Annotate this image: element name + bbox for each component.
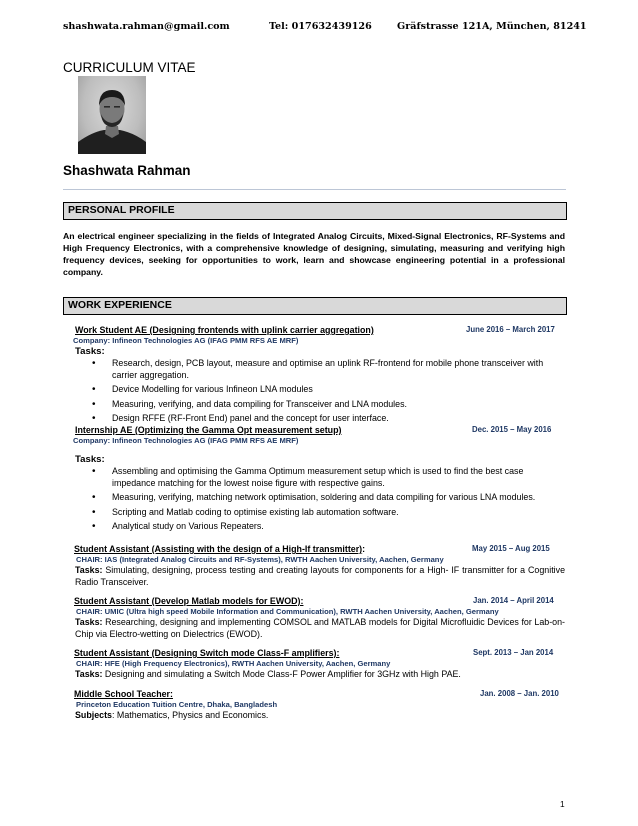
header-divider (63, 189, 566, 190)
job-company: Company: Infineon Technologies AG (IFAG PMM RFS AE MRF) (73, 436, 299, 445)
job-title: Student Assistant (Assisting with the design of a High-If transmitter): (74, 544, 366, 554)
job-date: Jan. 2014 – April 2014 (473, 596, 554, 605)
list-item: • Measuring, verifying, and data compiling for Transceiver and LNA modules. (90, 399, 565, 411)
list-item: • Research, design, PCB layout, measure and optimise an uplink RF-frontend for mobile phone transceiver with carrier aggregation. (90, 358, 565, 381)
job-company: CHAIR: HFE (High Frequency Electronics), RWTH Aachen University, Aachen, Germany (76, 659, 391, 668)
section-personal-profile (63, 202, 567, 220)
tasks-label: Tasks: (75, 454, 105, 465)
candidate-name: Shashwata Rahman (63, 163, 191, 178)
job-entry (63, 596, 565, 639)
job-description: Tasks: Simulating, designing, process testing and creating layouts for components for a High- IF transmitter for a Cognitive Radio Transceiver. (75, 565, 565, 587)
job-company: Company: Infineon Technologies AG (IFAG PMM RFS AE MRF) (73, 336, 299, 345)
list-item: • Design RFFE (RF-Front End) panel and the concept for user interface. (90, 413, 565, 425)
job-description: Tasks: Researching, designing and implementing COMSOL and MATLAB models for Digital Microfluidic Devices for Lab-on-Chip via Electro-wetting on Dielectrics (EWOD). (75, 617, 565, 639)
job-description: Subjects: Mathematics, Physics and Economics. (75, 710, 269, 720)
job-description: Tasks: Designing and simulating a Switch Mode Class-F Power Amplifier for 3GHz with High PAE. (75, 669, 461, 679)
job-title: Work Student AE (Designing frontends with uplink carrier aggregation) (75, 325, 374, 335)
list-item: • Device Modelling for various Infineon LNA modules (90, 384, 565, 396)
job-title: Student Assistant (Designing Switch mode Class-F amplifiers): (74, 648, 340, 658)
page-number: 1 (560, 799, 565, 809)
list-item: • Assembling and optimising the Gamma Optimum measurement setup which is used to find the best case impedance matching for the lowest noise figure with respective gains. (90, 466, 565, 489)
job-date: May 2015 – Aug 2015 (472, 544, 550, 553)
list-item: • Analytical study on Various Repeaters. (90, 521, 565, 533)
profile-text: An electrical engineer specializing in the fields of Integrated Analog Circuits, Mixed-Signal Electronics, RF-Systems and High Frequency Electronics, with a comprehensive knowledge of designing, simulating, measuring and verifying high frequency devices, seeking for opportunities to work, learn and showcase engineering potential in a professional company. (63, 231, 565, 277)
job-date: June 2016 – March 2017 (466, 325, 555, 334)
header-email: shashwata.rahman@gmail.com (63, 21, 230, 32)
job-date: Dec. 2015 – May 2016 (472, 425, 552, 434)
job-title: Student Assistant (Develop Matlab models for EWOD): (74, 596, 304, 606)
task-list (90, 466, 565, 533)
section-title: WORK EXPERIENCE (68, 299, 172, 311)
section-work-experience (63, 297, 567, 315)
list-item: • Scripting and Matlab coding to optimise existing lab automation software. (90, 507, 565, 519)
job-entry (63, 689, 565, 720)
task-list (90, 358, 565, 425)
list-item: • Measuring, verifying, matching network optimisation, soldering and data compiling for various LNA modules. (90, 492, 565, 504)
job-entry (63, 425, 565, 531)
job-date: Sept. 2013 – Jan 2014 (473, 648, 554, 657)
job-title: Middle School Teacher: (74, 689, 173, 699)
header-tel: Tel: 017632439126 (269, 21, 372, 32)
header-address: Gräfstrasse 121A, München, 81241 (397, 21, 587, 32)
tasks-label: Tasks: (75, 346, 105, 357)
profile-photo (78, 76, 146, 154)
job-title: Internship AE (Optimizing the Gamma Opt measurement setup) (75, 425, 342, 435)
job-company: CHAIR: UMIC (Ultra high speed Mobile Information and Communication), RWTH Aachen University, Aachen, Germany (76, 607, 499, 616)
job-company: Princeton Education Tuition Centre, Dhaka, Bangladesh (76, 700, 278, 709)
job-entry (63, 544, 565, 587)
section-title: PERSONAL PROFILE (68, 204, 175, 216)
job-company: CHAIR: IAS (Integrated Analog Circuits and RF-Systems), RWTH Aachen University, Aachen, Germany (76, 555, 444, 564)
job-entry (63, 648, 565, 679)
job-date: Jan. 2008 – Jan. 2010 (480, 689, 559, 698)
job-entry (63, 325, 565, 423)
cv-title: CURRICULUM VITAE (63, 60, 196, 75)
